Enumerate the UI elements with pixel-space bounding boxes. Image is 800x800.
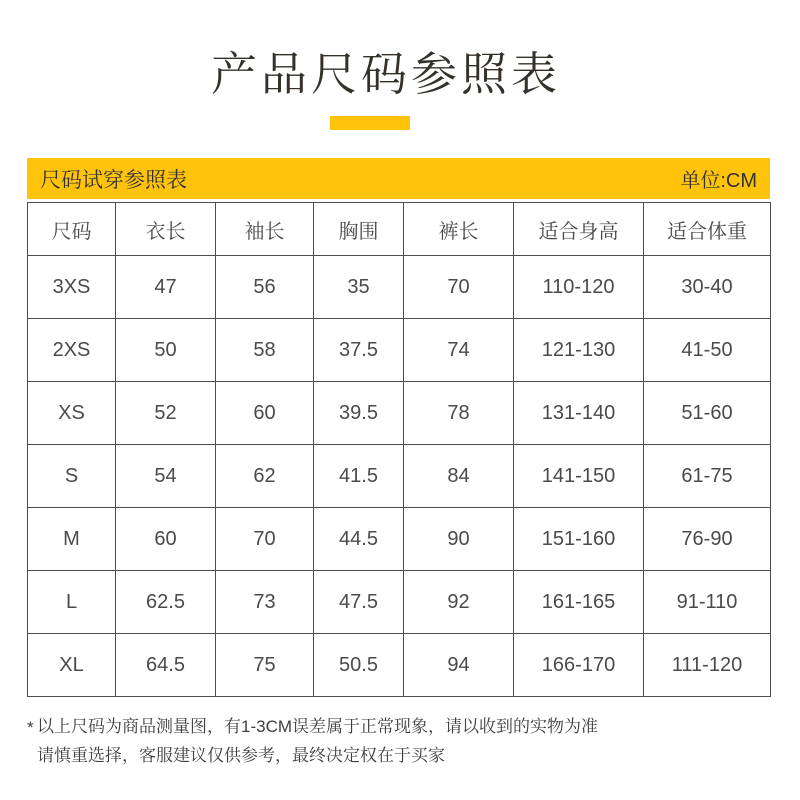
table-cell: M [28, 508, 116, 571]
table-cell: 47 [116, 256, 216, 319]
table-row [28, 634, 771, 697]
title-accent-bar [330, 116, 410, 130]
table-cell: 30-40 [644, 256, 771, 319]
table-cell: 131-140 [514, 382, 644, 445]
table-cell: 70 [404, 256, 514, 319]
column-header: 裤长 [404, 203, 514, 256]
page-title: 产品尺码参照表 [211, 48, 561, 100]
table-cell: 44.5 [314, 508, 404, 571]
table-cell: 35 [314, 256, 404, 319]
table-cell: 64.5 [116, 634, 216, 697]
footnote-marker: * [27, 718, 34, 737]
table-cell: 61-75 [644, 445, 771, 508]
table-cell: 50.5 [314, 634, 404, 697]
table-cell: 76-90 [644, 508, 771, 571]
table-cell: 62 [216, 445, 314, 508]
table-cell: 121-130 [514, 319, 644, 382]
size-chart-section [27, 158, 770, 697]
table-cell: 56 [216, 256, 314, 319]
table-cell: 141-150 [514, 445, 644, 508]
size-chart-caption: 尺码试穿参照表 [40, 168, 187, 192]
table-cell: 51-60 [644, 382, 771, 445]
table-cell: 39.5 [314, 382, 404, 445]
table-cell: 91-110 [644, 571, 771, 634]
table-cell: 60 [116, 508, 216, 571]
size-chart-topbar [27, 158, 770, 199]
header-row [28, 203, 771, 256]
table-cell: 54 [116, 445, 216, 508]
size-table [27, 202, 771, 697]
table-cell: 3XS [28, 256, 116, 319]
column-header: 袖长 [216, 203, 314, 256]
table-cell: 166-170 [514, 634, 644, 697]
size-table-head [28, 203, 771, 256]
table-cell: L [28, 571, 116, 634]
table-cell: XS [28, 382, 116, 445]
table-cell: 47.5 [314, 571, 404, 634]
table-cell: 70 [216, 508, 314, 571]
table-cell: 111-120 [644, 634, 771, 697]
size-table-body [28, 256, 771, 697]
table-row [28, 445, 771, 508]
table-cell: 52 [116, 382, 216, 445]
table-cell: 92 [404, 571, 514, 634]
unit-label: 单位:CM [680, 170, 757, 192]
table-cell: 75 [216, 634, 314, 697]
footnote [27, 712, 773, 770]
table-cell: 78 [404, 382, 514, 445]
table-row [28, 382, 771, 445]
table-cell: 41.5 [314, 445, 404, 508]
footnote-line-2: 请慎重选择，客服建议仅供参考，最终决定权在于买家 [37, 746, 445, 765]
table-row [28, 571, 771, 634]
table-cell: 2XS [28, 319, 116, 382]
table-cell: XL [28, 634, 116, 697]
column-header: 适合体重 [644, 203, 771, 256]
table-cell: 58 [216, 319, 314, 382]
table-cell: 73 [216, 571, 314, 634]
table-cell: 50 [116, 319, 216, 382]
table-row [28, 319, 771, 382]
column-header: 胸围 [314, 203, 404, 256]
table-cell: 41-50 [644, 319, 771, 382]
table-cell: 37.5 [314, 319, 404, 382]
table-cell: 74 [404, 319, 514, 382]
table-row [28, 508, 771, 571]
table-cell: 62.5 [116, 571, 216, 634]
table-cell: 151-160 [514, 508, 644, 571]
table-cell: 94 [404, 634, 514, 697]
table-row [28, 256, 771, 319]
table-cell: S [28, 445, 116, 508]
table-cell: 110-120 [514, 256, 644, 319]
table-cell: 161-165 [514, 571, 644, 634]
title-block [0, 0, 800, 130]
table-cell: 60 [216, 382, 314, 445]
column-header: 衣长 [116, 203, 216, 256]
column-header: 尺码 [28, 203, 116, 256]
column-header: 适合身高 [514, 203, 644, 256]
footnote-line-1: 以上尺码为商品测量图，有1-3CM误差属于正常现象，请以收到的实物为准 [37, 717, 599, 736]
table-cell: 90 [404, 508, 514, 571]
table-cell: 84 [404, 445, 514, 508]
